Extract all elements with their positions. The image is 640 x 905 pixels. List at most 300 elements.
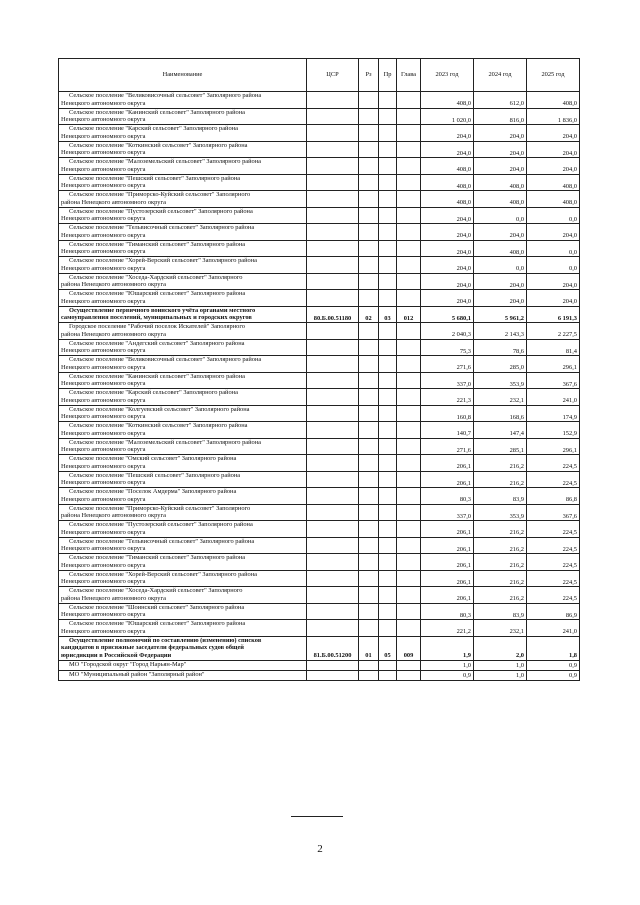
table-row (59, 92, 580, 109)
table-row (59, 108, 580, 125)
row-glava (397, 471, 421, 488)
row-name (59, 620, 307, 637)
table-row (59, 554, 580, 571)
row-name-line: Ненецкого автономного округа (61, 264, 146, 272)
table-row (59, 356, 580, 373)
row-name (59, 290, 307, 307)
row-name-line: Сельское поселение "Юшарский сельсовет" Заполярного района (69, 620, 246, 628)
row-name-line: Ненецкого автономного округа (61, 627, 146, 635)
row-glava (397, 438, 421, 455)
row-value-2025: 204,0 (527, 158, 580, 175)
row-value-2024: 216,2 (474, 455, 527, 472)
row-name-line: Ненецкого автономного округа (61, 611, 146, 619)
row-name-line: Сельское поселение "Малоземельский сельсовет" Заполярного района (69, 158, 262, 166)
row-rz (359, 108, 379, 125)
row-rz: 02 (359, 306, 379, 323)
row-value-2025: 6 191,3 (527, 306, 580, 323)
row-name-line: района Ненецкого автономного округа (61, 512, 166, 520)
row-value-2023: 408,0 (421, 158, 474, 175)
row-value-2024: 216,2 (474, 587, 527, 604)
row-value-2023: 204,0 (421, 224, 474, 241)
row-value-2025: 224,5 (527, 471, 580, 488)
row-value-2025: 1 836,0 (527, 108, 580, 125)
header-2025: 2025 год (527, 59, 580, 92)
row-rz (359, 240, 379, 257)
row-name-line: МО "Муниципальный район "Заполярный район" (69, 671, 205, 679)
row-value-2024: 232,1 (474, 389, 527, 406)
row-csr (307, 455, 359, 472)
table-row (59, 620, 580, 637)
row-value-2023: 206,1 (421, 570, 474, 587)
row-name-line: Ненецкого автономного округа (61, 380, 146, 388)
row-pr (379, 389, 397, 406)
row-rz (359, 504, 379, 521)
row-name-line: самоуправления поселений, муниципальных и городских округов (61, 314, 252, 322)
row-name-line: Ненецкого автономного округа (61, 545, 146, 553)
row-csr (307, 158, 359, 175)
row-name (59, 191, 307, 208)
row-pr (379, 438, 397, 455)
row-csr (307, 356, 359, 373)
row-value-2024: 285,0 (474, 356, 527, 373)
row-glava (397, 224, 421, 241)
table-row (59, 339, 580, 356)
row-value-2025: 408,0 (527, 174, 580, 191)
row-rz (359, 290, 379, 307)
row-value-2024: 0,0 (474, 207, 527, 224)
row-csr (307, 257, 359, 274)
row-pr (379, 537, 397, 554)
row-value-2023: 337,0 (421, 504, 474, 521)
row-value-2024: 147,4 (474, 422, 527, 439)
row-value-2025: 296,1 (527, 356, 580, 373)
row-pr (379, 174, 397, 191)
row-pr (379, 554, 397, 571)
row-csr: 81.Б.00.51200 (307, 636, 359, 660)
row-name (59, 224, 307, 241)
table-row (59, 125, 580, 142)
row-name (59, 389, 307, 406)
row-value-2024: 216,2 (474, 570, 527, 587)
row-name-line: юрисдикции в Российской Федерации (61, 651, 172, 659)
row-name-line: района Ненецкого автономного округа (61, 594, 166, 602)
row-pr (379, 158, 397, 175)
row-name (59, 504, 307, 521)
row-value-2023: 1 020,0 (421, 108, 474, 125)
row-name-line: Сельское поселение "Юшарский сельсовет" Заполярного района (69, 290, 246, 298)
row-csr (307, 125, 359, 142)
row-csr (307, 191, 359, 208)
row-name-line: Ненецкого автономного округа (61, 297, 146, 305)
row-value-2024: 408,0 (474, 174, 527, 191)
row-rz (359, 405, 379, 422)
row-glava (397, 670, 421, 680)
row-glava (397, 191, 421, 208)
row-pr (379, 570, 397, 587)
row-csr (307, 207, 359, 224)
row-value-2025: 86,8 (527, 488, 580, 505)
row-value-2025: 224,5 (527, 455, 580, 472)
row-value-2023: 75,3 (421, 339, 474, 356)
header-2024: 2024 год (474, 59, 527, 92)
table-row (59, 521, 580, 538)
table-row (59, 636, 580, 660)
row-rz (359, 471, 379, 488)
row-glava: 012 (397, 306, 421, 323)
row-value-2024: 204,0 (474, 158, 527, 175)
row-name-line: Сельское поселение "Приморско-Куйский сельсовет" Заполярного (69, 504, 251, 512)
row-rz (359, 660, 379, 670)
row-value-2025: 241,0 (527, 620, 580, 637)
row-rz: 01 (359, 636, 379, 660)
row-pr (379, 455, 397, 472)
row-value-2025: 408,0 (527, 92, 580, 109)
table-row (59, 372, 580, 389)
row-name-line: Сельское поселение "Тельвисочный сельсовет" Заполярного района (69, 537, 255, 545)
row-pr (379, 191, 397, 208)
row-pr (379, 125, 397, 142)
row-value-2023: 80,3 (421, 488, 474, 505)
row-rz (359, 537, 379, 554)
table-row (59, 587, 580, 604)
row-value-2025: 204,0 (527, 273, 580, 290)
row-pr (379, 108, 397, 125)
row-rz (359, 620, 379, 637)
row-value-2024: 216,2 (474, 537, 527, 554)
row-name-line: Сельское поселение "Колгуевский сельсовет" Заполярного района (69, 405, 250, 413)
row-name-line: Осуществление полномочий по составлению (изменению) списков (69, 637, 262, 645)
row-value-2025: 224,5 (527, 570, 580, 587)
row-value-2024: 204,0 (474, 141, 527, 158)
row-name-line: Сельское поселение "Омский сельсовет" Заполярного района (69, 455, 237, 463)
row-value-2023: 408,0 (421, 174, 474, 191)
row-name-line: Сельское поселение "Карский сельсовет" Заполярного района (69, 389, 238, 397)
row-value-2024: 5 961,2 (474, 306, 527, 323)
row-value-2023: 80,3 (421, 603, 474, 620)
row-name (59, 174, 307, 191)
row-value-2024: 353,9 (474, 504, 527, 521)
row-csr (307, 504, 359, 521)
row-name-line: Ненецкого автономного округа (61, 495, 146, 503)
row-name (59, 660, 307, 670)
row-pr (379, 257, 397, 274)
row-value-2024: 0,0 (474, 257, 527, 274)
row-value-2024: 216,2 (474, 554, 527, 571)
row-value-2024: 1,0 (474, 660, 527, 670)
row-name-line: Сельское поселение "Хорей-Верский сельсовет" Заполярного района (69, 257, 257, 265)
row-name-line: Городское поселение "Рабочий поселок Искателей" Заполярного (69, 323, 245, 331)
table-row (59, 207, 580, 224)
row-value-2025: 204,0 (527, 125, 580, 142)
row-name-line: Сельское поселение "Канинский сельсовет" Заполярного района (69, 372, 245, 380)
row-name (59, 521, 307, 538)
row-rz (359, 158, 379, 175)
row-value-2024: 216,2 (474, 521, 527, 538)
row-name-line: Ненецкого автономного округа (61, 446, 146, 454)
row-csr (307, 570, 359, 587)
row-name (59, 207, 307, 224)
row-csr (307, 339, 359, 356)
row-pr (379, 587, 397, 604)
row-pr (379, 670, 397, 680)
row-csr (307, 174, 359, 191)
row-pr (379, 660, 397, 670)
row-glava: 009 (397, 636, 421, 660)
row-glava (397, 356, 421, 373)
header-2023: 2023 год (421, 59, 474, 92)
row-name (59, 554, 307, 571)
row-name (59, 125, 307, 142)
table-row (59, 570, 580, 587)
row-pr (379, 422, 397, 439)
row-value-2025: 81,4 (527, 339, 580, 356)
row-glava (397, 257, 421, 274)
row-csr (307, 587, 359, 604)
row-csr (307, 372, 359, 389)
row-rz (359, 603, 379, 620)
row-value-2025: 367,6 (527, 504, 580, 521)
row-csr (307, 537, 359, 554)
header-glava: Глава (397, 59, 421, 92)
row-csr (307, 670, 359, 680)
row-glava (397, 174, 421, 191)
header-csr: ЦСР (307, 59, 359, 92)
row-value-2024: 408,0 (474, 191, 527, 208)
table-row (59, 306, 580, 323)
row-value-2025: 204,0 (527, 224, 580, 241)
row-name (59, 422, 307, 439)
row-value-2024: 78,6 (474, 339, 527, 356)
row-name-line: Осуществление первичного воинского учёта органами местного (69, 306, 256, 314)
row-pr (379, 504, 397, 521)
row-name-line: Ненецкого автономного округа (61, 561, 146, 569)
row-rz (359, 174, 379, 191)
row-value-2025: 408,0 (527, 191, 580, 208)
row-value-2025: 174,9 (527, 405, 580, 422)
row-pr (379, 356, 397, 373)
row-name-line: Сельское поселение "Карский сельсовет" Заполярного района (69, 125, 238, 133)
row-glava (397, 660, 421, 670)
row-name (59, 636, 307, 660)
row-rz (359, 488, 379, 505)
row-pr (379, 323, 397, 340)
row-value-2023: 160,8 (421, 405, 474, 422)
row-name-line: Ненецкого автономного округа (61, 116, 146, 124)
table-row (59, 471, 580, 488)
row-name-line: Ненецкого автономного округа (61, 182, 146, 190)
table-row (59, 389, 580, 406)
table-header (59, 59, 580, 92)
row-csr (307, 422, 359, 439)
row-glava (397, 372, 421, 389)
row-rz (359, 224, 379, 241)
row-name-line: Ненецкого автономного округа (61, 578, 146, 586)
row-name-line: района Ненецкого автономного округа (61, 198, 166, 206)
row-name-line: Сельское поселение "Коткинский сельсовет" Заполярного района (69, 141, 248, 149)
row-value-2023: 204,0 (421, 141, 474, 158)
row-glava (397, 141, 421, 158)
row-name-line: Сельское поселение "Канинский сельсовет" Заполярного района (69, 108, 245, 116)
row-value-2023: 204,0 (421, 273, 474, 290)
row-name (59, 455, 307, 472)
row-value-2023: 204,0 (421, 240, 474, 257)
row-name-line: Ненецкого автономного округа (61, 132, 146, 140)
row-value-2023: 2 040,3 (421, 323, 474, 340)
row-pr (379, 207, 397, 224)
row-rz (359, 92, 379, 109)
row-rz (359, 207, 379, 224)
row-name-line: Сельское поселение "Пустозерский сельсовет" Заполярного района (69, 521, 253, 529)
row-glava (397, 537, 421, 554)
row-value-2025: 86,9 (527, 603, 580, 620)
row-pr (379, 290, 397, 307)
row-value-2025: 152,9 (527, 422, 580, 439)
row-csr (307, 554, 359, 571)
row-name-line: Сельское поселение "Тиманский сельсовет" Заполярного района (69, 240, 246, 248)
row-value-2023: 206,1 (421, 471, 474, 488)
row-rz (359, 191, 379, 208)
row-name (59, 257, 307, 274)
row-value-2025: 367,6 (527, 372, 580, 389)
row-value-2024: 1,0 (474, 670, 527, 680)
row-value-2025: 224,5 (527, 554, 580, 571)
row-rz (359, 422, 379, 439)
row-name-line: Сельское поселение "Пешский сельсовет" Заполярного района (69, 174, 241, 182)
row-glava (397, 158, 421, 175)
row-rz (359, 273, 379, 290)
row-name (59, 670, 307, 680)
row-value-2024: 83,9 (474, 488, 527, 505)
row-name-line: Сельское поселение "Пешский сельсовет" Заполярного района (69, 471, 241, 479)
row-glava (397, 125, 421, 142)
row-csr (307, 438, 359, 455)
row-rz (359, 125, 379, 142)
row-name-line: Сельское поселение "Великовисочный сельсовет" Заполярного района (69, 92, 262, 100)
row-csr: 80.Б.00.51180 (307, 306, 359, 323)
row-rz (359, 257, 379, 274)
row-value-2024: 204,0 (474, 290, 527, 307)
row-csr (307, 471, 359, 488)
table-row (59, 323, 580, 340)
row-glava (397, 240, 421, 257)
row-rz (359, 372, 379, 389)
row-name (59, 141, 307, 158)
row-name (59, 603, 307, 620)
row-glava (397, 603, 421, 620)
row-name (59, 158, 307, 175)
row-value-2024: 285,1 (474, 438, 527, 455)
row-name (59, 570, 307, 587)
row-value-2024: 83,9 (474, 603, 527, 620)
row-name (59, 405, 307, 422)
row-pr (379, 372, 397, 389)
row-value-2023: 206,1 (421, 554, 474, 571)
row-value-2025: 2 227,5 (527, 323, 580, 340)
row-rz (359, 554, 379, 571)
row-value-2023: 206,1 (421, 455, 474, 472)
row-value-2025: 0,0 (527, 207, 580, 224)
row-csr (307, 273, 359, 290)
row-glava (397, 207, 421, 224)
row-value-2025: 224,5 (527, 587, 580, 604)
row-value-2023: 204,0 (421, 257, 474, 274)
row-glava (397, 504, 421, 521)
row-rz (359, 141, 379, 158)
row-value-2023: 271,6 (421, 438, 474, 455)
row-csr (307, 240, 359, 257)
row-name-line: Ненецкого автономного округа (61, 479, 146, 487)
row-name-line: Сельское поселение "Пустозерский сельсовет" Заполярного района (69, 207, 253, 215)
row-value-2023: 408,0 (421, 191, 474, 208)
row-pr (379, 339, 397, 356)
row-value-2025: 0,9 (527, 660, 580, 670)
row-name-line: Ненецкого автономного округа (61, 347, 146, 355)
row-name-line: Сельское поселение "Тельвисочный сельсовет" Заполярного района (69, 224, 255, 232)
row-glava (397, 108, 421, 125)
table-row (59, 273, 580, 290)
row-pr (379, 141, 397, 158)
row-value-2023: 140,7 (421, 422, 474, 439)
row-glava (397, 339, 421, 356)
row-csr (307, 660, 359, 670)
table-row (59, 405, 580, 422)
header-rz: Рз (359, 59, 379, 92)
table-body (59, 92, 580, 681)
row-value-2024: 612,0 (474, 92, 527, 109)
row-value-2024: 353,9 (474, 372, 527, 389)
row-csr (307, 92, 359, 109)
table-row (59, 141, 580, 158)
row-pr (379, 273, 397, 290)
table-row (59, 537, 580, 554)
row-pr (379, 405, 397, 422)
row-name-line: Сельское поселение "Хоседа-Хардский сельсовет" Заполярного (69, 273, 243, 281)
row-csr (307, 290, 359, 307)
row-name-line: Сельское поселение "Шоинский сельсовет" Заполярного района (69, 603, 245, 611)
row-pr (379, 224, 397, 241)
row-value-2023: 1,9 (421, 636, 474, 660)
row-csr (307, 389, 359, 406)
row-value-2025: 241,0 (527, 389, 580, 406)
row-name-line: Ненецкого автономного округа (61, 429, 146, 437)
row-value-2025: 296,1 (527, 438, 580, 455)
row-rz (359, 389, 379, 406)
row-value-2025: 0,0 (527, 240, 580, 257)
row-name (59, 356, 307, 373)
row-rz (359, 521, 379, 538)
row-value-2024: 2 143,3 (474, 323, 527, 340)
row-rz (359, 339, 379, 356)
row-value-2024: 216,2 (474, 471, 527, 488)
row-csr (307, 603, 359, 620)
row-rz (359, 455, 379, 472)
row-value-2023: 221,3 (421, 389, 474, 406)
row-name (59, 92, 307, 109)
table-row (59, 422, 580, 439)
row-glava (397, 587, 421, 604)
row-value-2025: 224,5 (527, 537, 580, 554)
row-name (59, 471, 307, 488)
row-name-line: Сельское поселение "Поселок Амдерма" Заполярного района (69, 488, 237, 496)
row-name-line: МО "Городской округ "Город Нарьян-Мар" (69, 661, 187, 669)
row-pr (379, 240, 397, 257)
row-glava (397, 455, 421, 472)
row-value-2023: 5 680,1 (421, 306, 474, 323)
row-value-2023: 206,1 (421, 587, 474, 604)
row-value-2025: 224,5 (527, 521, 580, 538)
table-row (59, 290, 580, 307)
row-name-line: Ненецкого автономного округа (61, 528, 146, 536)
